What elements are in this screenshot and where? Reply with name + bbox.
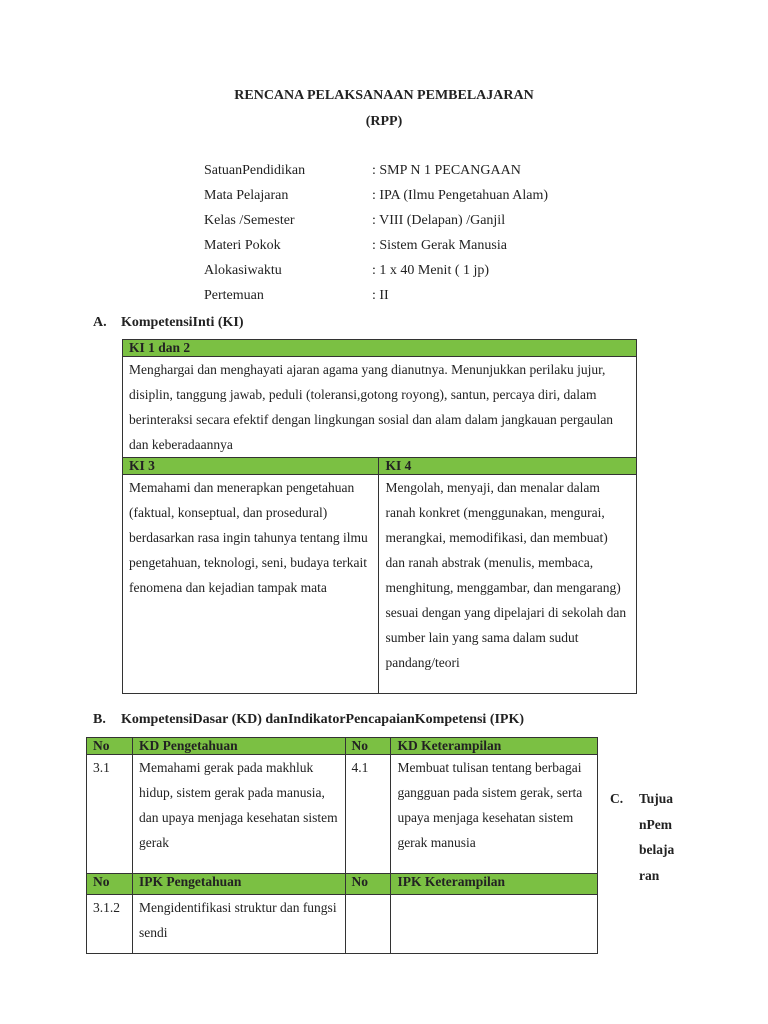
info-value: : II <box>372 288 389 303</box>
kd-table <box>86 737 598 954</box>
info-label: Mata Pelajaran <box>204 188 289 203</box>
ipk-peng-no: 3.1.2 <box>87 895 133 954</box>
ipk-ket-text <box>391 895 598 954</box>
info-value: : SMP N 1 PECANGAAN <box>372 163 521 178</box>
info-value: : 1 x 40 Menit ( 1 jp) <box>372 263 490 278</box>
ipk-header-keterampilan: IPK Keterampilan <box>391 874 598 895</box>
ipk-ket-no <box>345 895 391 954</box>
info-value: : Sistem Gerak Manusia <box>372 238 507 253</box>
kd-peng-text: Memahami gerak pada makhluk hidup, sistem gerak pada manusia, dan upaya menjaga kesehatan sistem gerak <box>132 755 345 874</box>
ki3-text: Memahami dan menerapkan pengetahuan (faktual, konseptual, dan prosedural) berdasarkan rasa ingin tahunya tentang ilmu pengetahuan, teknologi, seni, budaya terkait fenomena dan kejadian tampak mata <box>123 475 379 694</box>
section-b-title: KompetensiDasar (KD) danIndikatorPencapaianKompetensi (IPK) <box>121 712 525 727</box>
ki-table <box>122 339 637 694</box>
section-a-title: KompetensiInti (KI) <box>121 315 244 330</box>
section-c-letter: C. <box>610 791 624 806</box>
ipk-peng-text: Mengidentifikasi struktur dan fungsi sendi <box>132 895 345 954</box>
ipk-header-pengetahuan: IPK Pengetahuan <box>132 874 345 895</box>
kd-header-no: No <box>345 738 391 755</box>
ki12-text: Menghargai dan menghayati ajaran agama yang dianutnya. Menunjukkan perilaku jujur, disiplin, tanggung jawab, peduli (toleransi,gotong royong), santun, percaya diri, dalam berinteraksi secara efektif dengan lingkungan sosial dan alam dalam jangkauan pergaulan dan keberadaannya <box>123 357 637 458</box>
document-title: RENCANA PELAKSANAAN PEMBELAJARAN <box>234 88 534 103</box>
info-value: : IPA (Ilmu Pengetahuan Alam) <box>372 188 549 203</box>
kd-header-keterampilan: KD Keterampilan <box>391 738 598 755</box>
ki4-text: Mengolah, menyaji, dan menalar dalam ranah konkret (menggunakan, mengurai, merangkai, memodifikasi, dan membuat) dan ranah abstrak (menulis, membaca, menghitung, menggambar, dan mengarang) sesuai dengan yang dipelajari di sekolah dan sumber lain yang sama dalam sudut pandang/teori <box>379 475 637 694</box>
kd-header-no: No <box>87 738 133 755</box>
section-a-letter: A. <box>93 315 107 330</box>
document-subtitle: (RPP) <box>365 114 403 129</box>
section-b-letter: B. <box>93 712 106 727</box>
kd-ket-text: Membuat tulisan tentang berbagai gangguan pada sistem gerak, serta upaya menjaga kesehatan sistem gerak manusia <box>391 755 598 874</box>
info-label: SatuanPendidikan <box>204 163 306 178</box>
kd-peng-no: 3.1 <box>87 755 133 874</box>
ki12-header: KI 1 dan 2 <box>123 340 637 357</box>
kd-ket-no: 4.1 <box>345 755 391 874</box>
ki4-header: KI 4 <box>379 458 637 475</box>
info-value: : VIII (Delapan) /Ganjil <box>372 213 506 228</box>
ki3-header: KI 3 <box>123 458 379 475</box>
ipk-header-no: No <box>345 874 391 895</box>
kd-header-pengetahuan: KD Pengetahuan <box>132 738 345 755</box>
info-label: Materi Pokok <box>204 238 281 253</box>
info-label: Alokasiwaktu <box>204 263 282 278</box>
section-c-title: TujuanPembelajaran <box>639 791 675 883</box>
info-label: Pertemuan <box>204 288 264 303</box>
ipk-header-no: No <box>87 874 133 895</box>
info-label: Kelas /Semester <box>204 213 295 228</box>
